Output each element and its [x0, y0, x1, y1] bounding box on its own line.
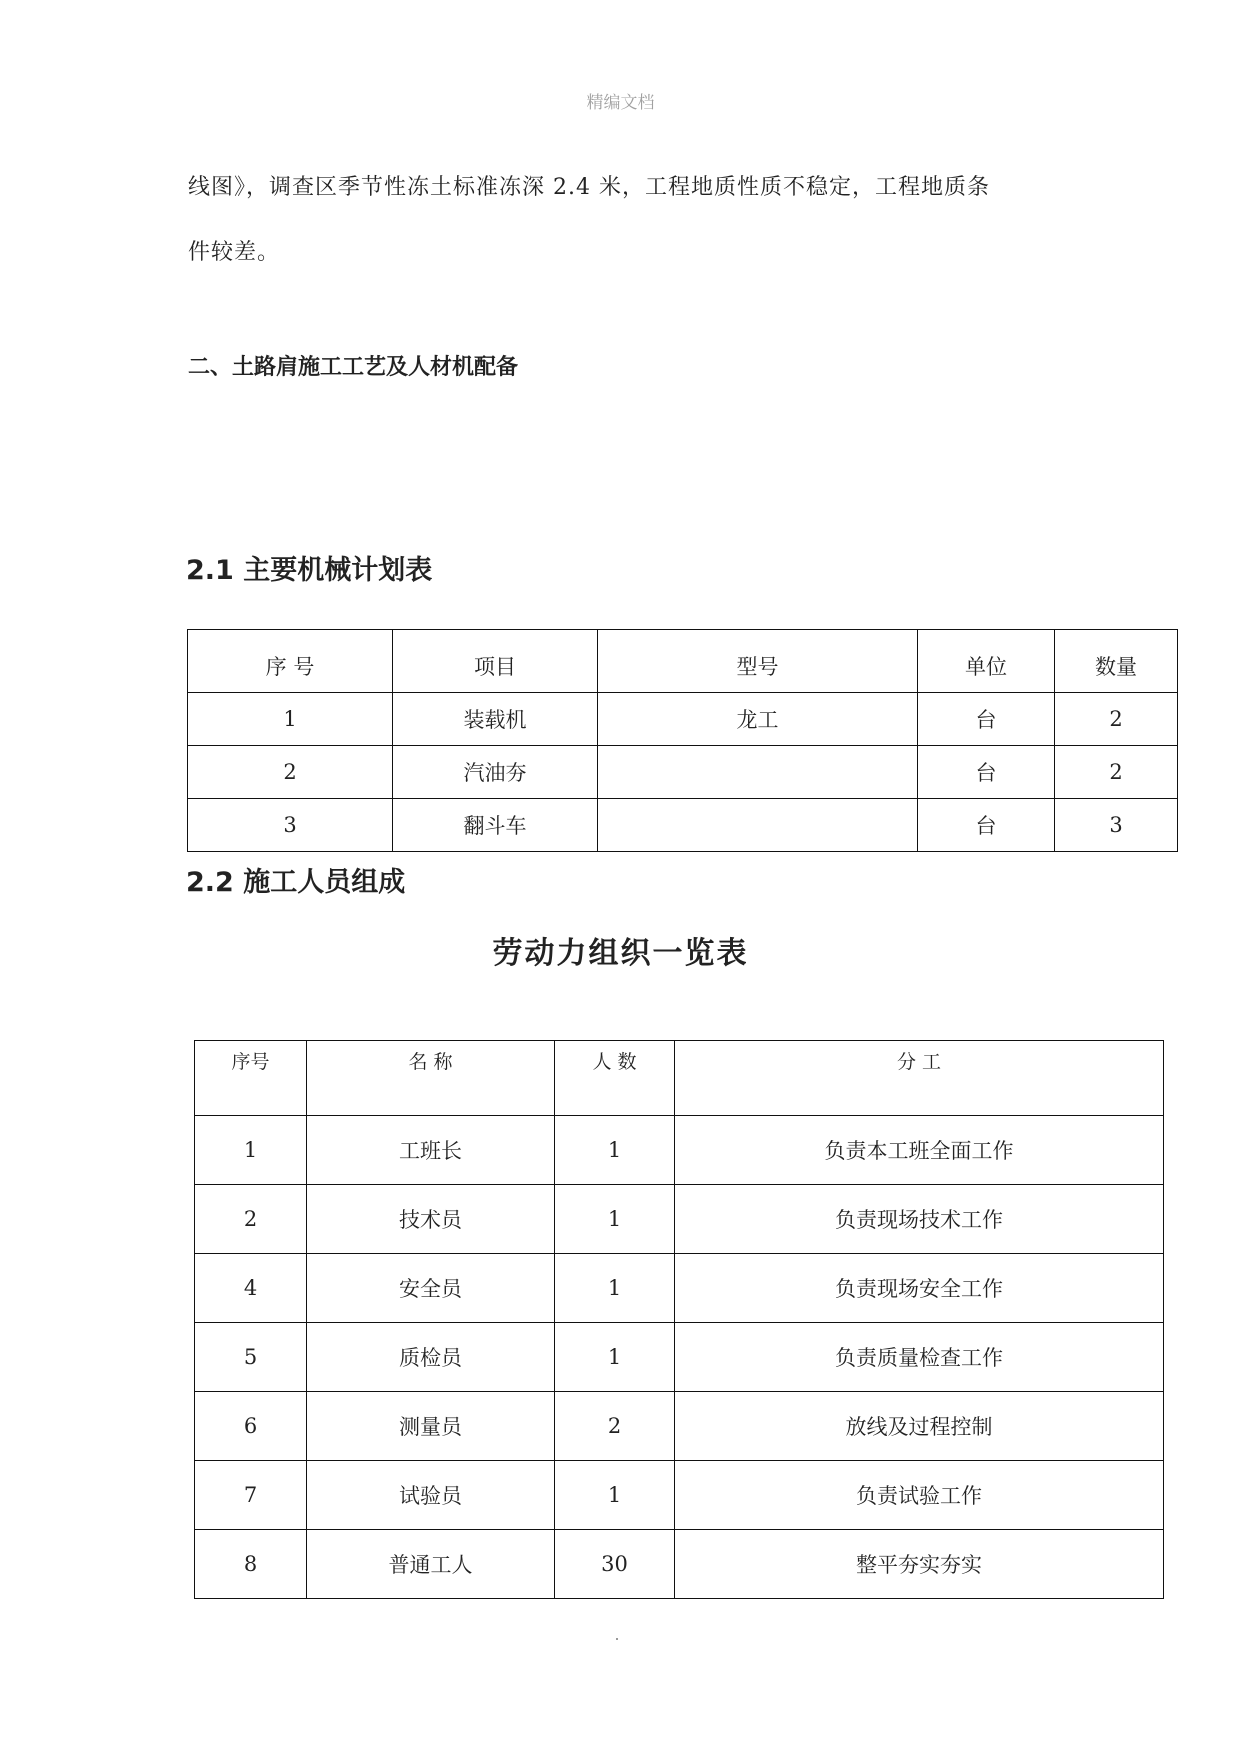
header-cell-no: 序号 [195, 1041, 307, 1116]
page-header: 精编文档 [586, 93, 655, 113]
cell-unit: 台 [918, 799, 1055, 852]
cell-no: 1 [195, 1116, 307, 1185]
paragraph-line-1: 线图》，调查区季节性冻土标准冻深 2.4 米，工程地质性质不稳定，工程地质条 [188, 175, 990, 200]
cell-name: 试验员 [307, 1461, 555, 1530]
header-cell-quantity: 数量 [1055, 630, 1178, 693]
table-row [188, 799, 1178, 852]
cell-no: 2 [188, 746, 393, 799]
cell-model [598, 799, 918, 852]
cell-duty: 负责现场安全工作 [675, 1254, 1164, 1323]
cell-unit: 台 [918, 746, 1055, 799]
machinery-heading: 2.1 主要机械计划表 [186, 555, 433, 586]
cell-name: 测量员 [307, 1392, 555, 1461]
header-cell-no: 序 号 [188, 630, 393, 693]
machinery-table [187, 629, 1178, 852]
header-cell-name: 名 称 [307, 1041, 555, 1116]
cell-no: 5 [195, 1323, 307, 1392]
cell-count: 2 [555, 1392, 675, 1461]
cell-count: 1 [555, 1185, 675, 1254]
header-cell-item: 项目 [393, 630, 598, 693]
cell-no: 1 [188, 693, 393, 746]
cell-no: 7 [195, 1461, 307, 1530]
cell-no: 6 [195, 1392, 307, 1461]
header-cell-model: 型号 [598, 630, 918, 693]
cell-no: 4 [195, 1254, 307, 1323]
table-row [188, 693, 1178, 746]
table-row [195, 1530, 1164, 1599]
personnel-header-row [195, 1041, 1164, 1116]
header-cell-unit: 单位 [918, 630, 1055, 693]
cell-item: 汽油夯 [393, 746, 598, 799]
table-row [195, 1185, 1164, 1254]
cell-count: 1 [555, 1461, 675, 1530]
footer-dot [616, 1638, 618, 1640]
table-row [195, 1461, 1164, 1530]
cell-model: 龙工 [598, 693, 918, 746]
table-row [195, 1323, 1164, 1392]
personnel-table-title: 劳动力组织一览表 [492, 936, 749, 971]
cell-name: 质检员 [307, 1323, 555, 1392]
cell-duty: 负责现场技术工作 [675, 1185, 1164, 1254]
cell-quantity: 2 [1055, 693, 1178, 746]
cell-count: 1 [555, 1116, 675, 1185]
cell-item: 装载机 [393, 693, 598, 746]
cell-duty: 负责本工班全面工作 [675, 1116, 1164, 1185]
cell-name: 安全员 [307, 1254, 555, 1323]
cell-name: 普通工人 [307, 1530, 555, 1599]
table-row [195, 1116, 1164, 1185]
table-row [195, 1254, 1164, 1323]
header-cell-count: 人 数 [555, 1041, 675, 1116]
table-row [195, 1392, 1164, 1461]
cell-item: 翻斗车 [393, 799, 598, 852]
section-title: 二、土路肩施工工艺及人材机配备 [188, 355, 519, 380]
cell-duty: 整平夯实夯实 [675, 1530, 1164, 1599]
personnel-heading: 2.2 施工人员组成 [186, 867, 406, 898]
header-cell-duty: 分 工 [675, 1041, 1164, 1116]
cell-name: 工班长 [307, 1116, 555, 1185]
cell-count: 30 [555, 1530, 675, 1599]
cell-model [598, 746, 918, 799]
cell-duty: 负责质量检查工作 [675, 1323, 1164, 1392]
cell-no: 2 [195, 1185, 307, 1254]
cell-duty: 负责试验工作 [675, 1461, 1164, 1530]
cell-no: 3 [188, 799, 393, 852]
cell-duty: 放线及过程控制 [675, 1392, 1164, 1461]
cell-no: 8 [195, 1530, 307, 1599]
cell-name: 技术员 [307, 1185, 555, 1254]
table-row [188, 746, 1178, 799]
cell-quantity: 2 [1055, 746, 1178, 799]
cell-unit: 台 [918, 693, 1055, 746]
cell-quantity: 3 [1055, 799, 1178, 852]
machinery-header-row [188, 630, 1178, 693]
cell-count: 1 [555, 1323, 675, 1392]
paragraph-line-2: 件较差。 [188, 240, 281, 265]
personnel-table [194, 1040, 1164, 1599]
cell-count: 1 [555, 1254, 675, 1323]
